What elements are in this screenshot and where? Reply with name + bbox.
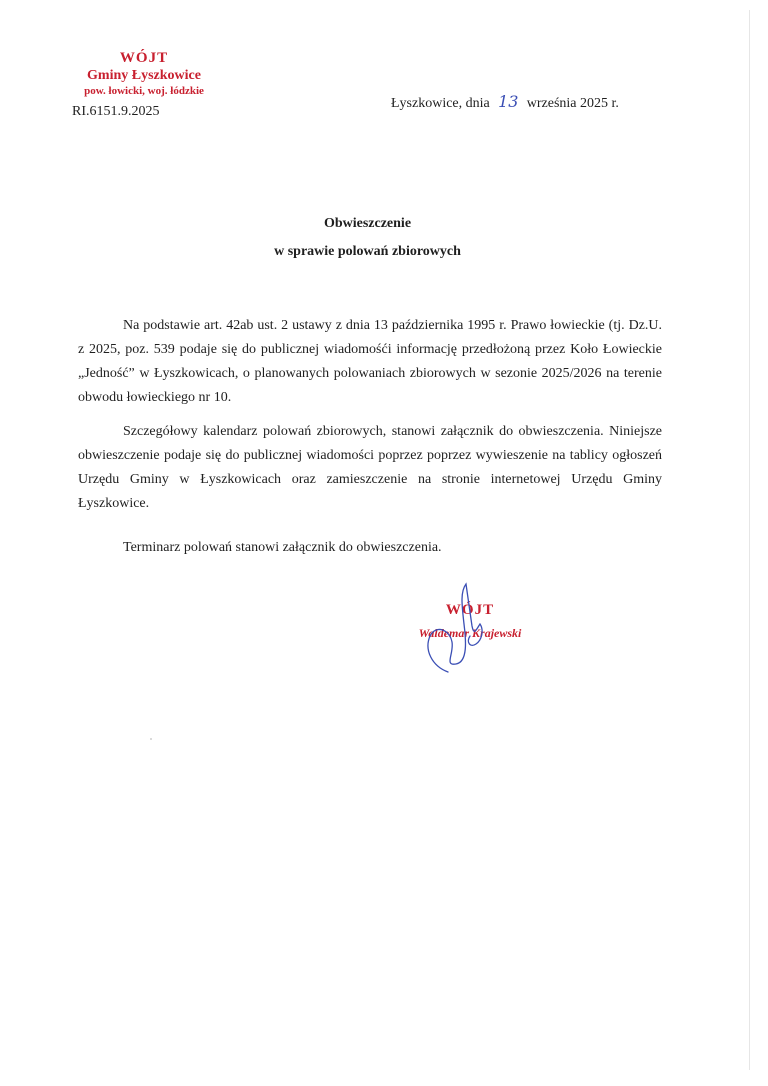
- reference-number: RI.6151.9.2025: [72, 104, 160, 119]
- paragraph-legal-basis: Na podstawie art. 42ab ust. 2 ustawy z dnia 13 października 1995 r. Prawo łowieckie (tj. Dz.U. z 2025, poz. 539 podaje się do publicznej wiadomośći informację przedłożoną przez Koło Łowieckie „Jedność” w Łyszkowicach, o planowanych polowaniach zbiorowych w sezonie 2025/2026 na terenie obwodu łowieckiego nr 10.: [78, 318, 662, 405]
- header-stamp-municipality: Gminy Łyszkowice: [87, 68, 201, 83]
- header-stamp: [64, 50, 224, 99]
- scan-edge-line: [749, 10, 750, 1070]
- paragraph-schedule-attachment: Terminarz polowań stanowi załącznik do obwieszczenia.: [123, 540, 442, 555]
- document-title: Obwieszczenie: [323, 216, 412, 231]
- dateline-suffix: września 2025 r.: [526, 96, 619, 111]
- header-stamp-region: pow. łowicki, woj. łódzkie: [84, 85, 204, 97]
- dateline-prefix: Łyszkowice, dnia: [391, 96, 490, 111]
- signature-stamp-name: Waldemar Krajewski: [418, 626, 522, 640]
- paragraph-calendar-notice: Szczegółowy kalendarz polowań zbiorowych, stanowi załącznik do obwieszczenia. Niniejsze obwieszczenie podaje się do publicznej wiadomości poprzez poprzez wywieszenie na tablicy ogłoszeń Urzędu Gminy w Łyszkowicach oraz zamieszczenie na stronie internetowej Urzędu Gminy Łyszkowice.: [78, 424, 662, 511]
- scan-speck: [150, 738, 152, 740]
- dateline-day-handwritten: 13: [498, 92, 519, 111]
- handwritten-signature: [410, 580, 500, 675]
- dateline: [391, 92, 619, 112]
- signature-stamp-title: WÓJT: [445, 602, 495, 618]
- document-subtitle: w sprawie polowań zbiorowych: [274, 244, 461, 259]
- header-stamp-title: WÓJT: [119, 50, 169, 66]
